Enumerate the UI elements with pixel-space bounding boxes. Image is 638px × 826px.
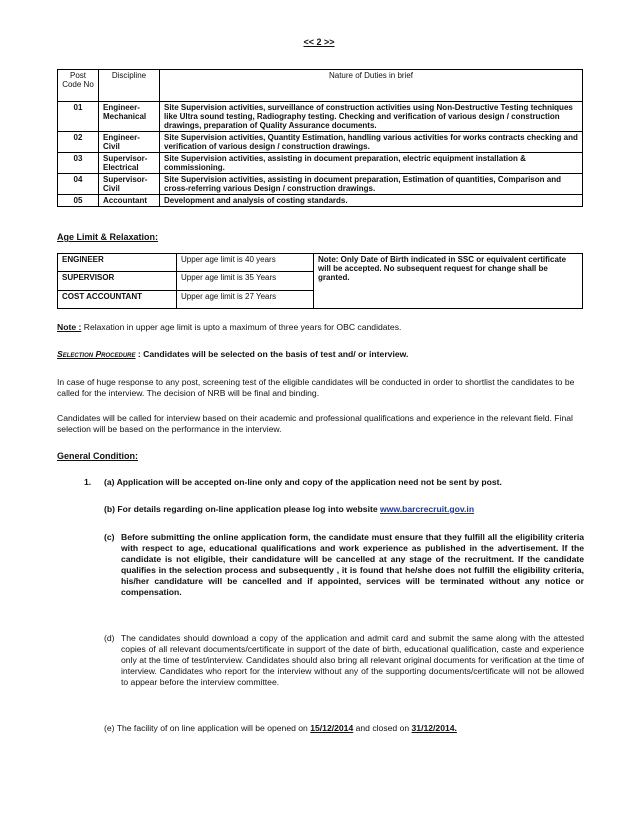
post-code: 01 bbox=[58, 102, 99, 132]
condition-number: 1. bbox=[84, 477, 92, 487]
selection-procedure bbox=[57, 349, 585, 360]
age-limit: Upper age limit is 27 Years bbox=[177, 290, 314, 308]
table-row bbox=[58, 102, 583, 132]
condition-d: The candidates should download a copy of the application and admit card and submit the same along with the attested copies of all relevant documents/certificate in support of the date of birth, educational qualification, caste and experience only at the time of test/interview. Candidates should also bring all relevant original documents for verification at the time of interview. Candidates who report for the interview without any of the supporting documents/certificate will not be allowed to appear before the interview committee. bbox=[121, 633, 584, 687]
discipline: Accountant bbox=[99, 195, 160, 207]
table-row bbox=[58, 195, 583, 207]
duties-table bbox=[57, 69, 583, 207]
obc-note bbox=[57, 322, 585, 333]
duties: Site Supervision activities, surveillance of construction activities using Non-Destructive Testing techniques like Ultra sound testing, Radiography testing. Checking and verification of various design / construction drawings, preparation of Quality Assurance documents. bbox=[160, 102, 583, 132]
age-limit: Upper age limit is 35 Years bbox=[177, 272, 314, 290]
duties: Development and analysis of costing standards. bbox=[160, 195, 583, 207]
role: SUPERVISOR bbox=[58, 272, 177, 290]
duties: Site Supervision activities, assisting in document preparation, electric equipment installation & commissioning. bbox=[160, 153, 583, 174]
post-code: 05 bbox=[58, 195, 99, 207]
condition-d-label: (d) bbox=[104, 633, 115, 643]
table-row bbox=[58, 174, 583, 195]
age-limit: Upper age limit is 40 years bbox=[177, 254, 314, 272]
website-link[interactable]: www.barcrecruit.gov.in bbox=[380, 504, 475, 514]
table-row bbox=[58, 254, 583, 272]
note-text: Relaxation in upper age limit is upto a maximum of three years for OBC candidates. bbox=[81, 322, 402, 332]
role: ENGINEER bbox=[58, 254, 177, 272]
selection-text: : Candidates will be selected on the basis of test and/ or interview. bbox=[135, 349, 409, 359]
discipline: Engineer-Civil bbox=[99, 132, 160, 153]
role: COST ACCOUNTANT bbox=[58, 290, 177, 308]
page-number: << 2 >> bbox=[303, 37, 335, 47]
close-date: 31/12/2014. bbox=[411, 723, 457, 733]
post-code: 03 bbox=[58, 153, 99, 174]
discipline: Supervisor-Civil bbox=[99, 174, 160, 195]
table-row bbox=[58, 153, 583, 174]
note-label: Note : bbox=[57, 322, 82, 332]
interview-paragraph: Candidates will be called for interview based on their academic and professional qualifications and experience in the relevant field. Final selection will be based on the performance in the interview. bbox=[57, 413, 573, 434]
condition-e bbox=[104, 723, 584, 734]
general-condition-heading: General Condition: bbox=[57, 451, 138, 461]
discipline: Supervisor-Electrical bbox=[99, 153, 160, 174]
screening-paragraph: In case of huge response to any post, screening test of the eligible candidates will be conducted in order to shortlist the candidates to be called for the interview. The decision of NRB will be final and binding. bbox=[57, 377, 575, 398]
selection-label: Selection Procedure bbox=[57, 349, 136, 359]
condition-a: (a) Application will be accepted on-line only and copy of the application need not be sent by post. bbox=[104, 477, 502, 487]
condition-e-text: (e) The facility of on line application will be opened on bbox=[104, 723, 311, 733]
header-discipline: Discipline bbox=[99, 70, 160, 102]
condition-c-label: (c) bbox=[104, 532, 115, 542]
duties-table-header bbox=[58, 70, 583, 102]
condition-e-mid: and closed on bbox=[353, 723, 412, 733]
condition-c: Before submitting the online application form, the candidate must ensure that they fulfill all the eligibility criteria with respect to age, educational qualifications and work experience as published in the advertisement. If the candidate is not eligible, their candidature will be cancelled at any stage of the recruitment. If the candidate qualifies in the selection process and subsequently , it is found that he/she does not fulfill the eligibility criteria, his/her candidature will be cancelled and if appointed, services will be terminated without any notice or compensation. bbox=[121, 532, 584, 597]
age-limit-heading: Age Limit & Relaxation: bbox=[57, 232, 159, 242]
condition-b-text: (b) For details regarding on-line application please log into website bbox=[104, 504, 380, 514]
table-row bbox=[58, 132, 583, 153]
condition-b bbox=[104, 504, 584, 515]
duties: Site Supervision activities, Quantity Estimation, handling various activities for works contracts checking and verification of various design / construction drawings. bbox=[160, 132, 583, 153]
post-code: 02 bbox=[58, 132, 99, 153]
age-limit-table bbox=[57, 253, 583, 309]
post-code: 04 bbox=[58, 174, 99, 195]
age-note: Note: Only Date of Birth indicated in SSC or equivalent certificate will be accepted. No subsequent request for change shall be granted. bbox=[314, 254, 583, 309]
header-duties: Nature of Duties in brief bbox=[160, 70, 583, 102]
header-post-code: Post Code No bbox=[58, 70, 99, 102]
discipline: Engineer-Mechanical bbox=[99, 102, 160, 132]
duties: Site Supervision activities, assisting in document preparation, Estimation of quantities, Comparison and cross-referring various Design / construction drawings. bbox=[160, 174, 583, 195]
open-date: 15/12/2014 bbox=[310, 723, 354, 733]
